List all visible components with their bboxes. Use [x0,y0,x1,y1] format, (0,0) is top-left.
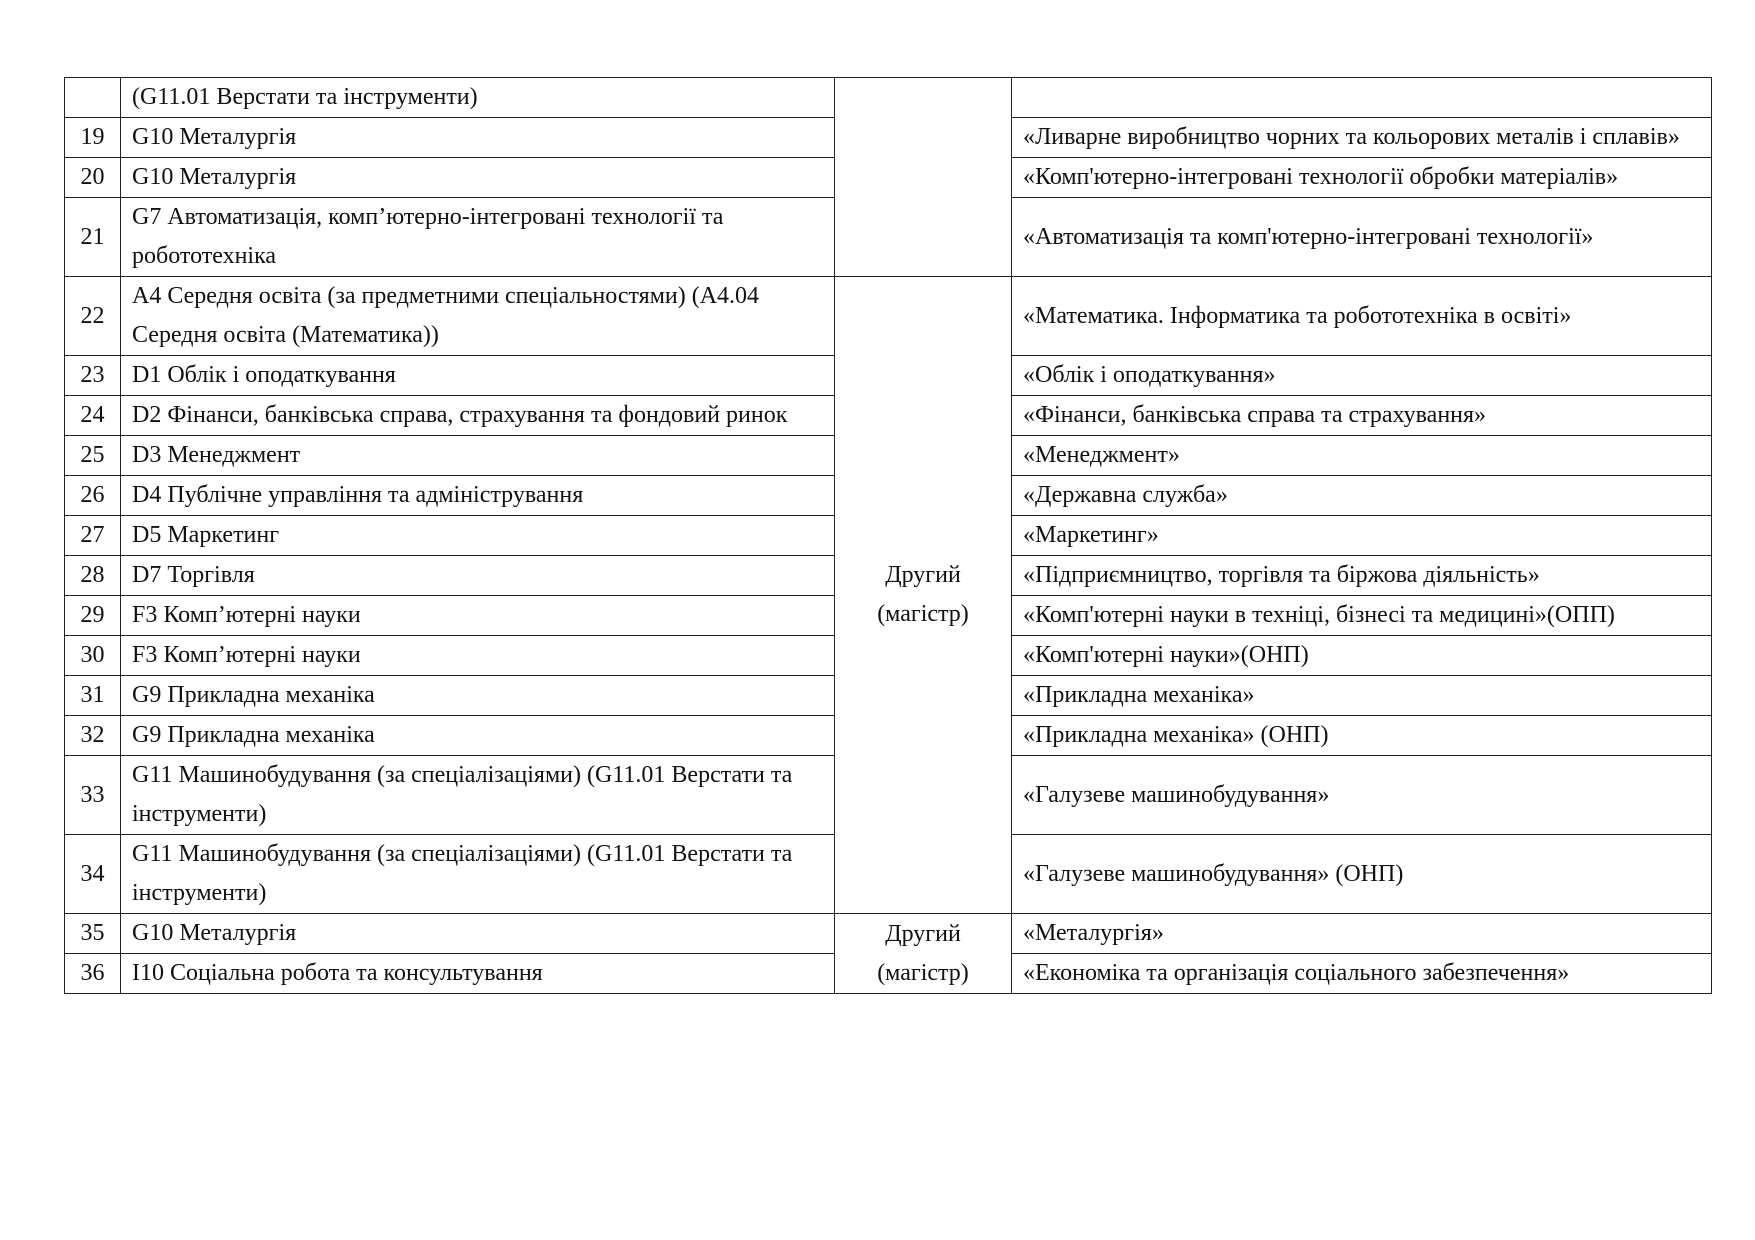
row-number [65,78,121,118]
specialty-cell: I10 Соціальна робота та консультування [121,954,835,994]
program-cell: «Комп'ютерні науки»(ОНП) [1012,636,1712,676]
table-row [65,78,1712,118]
program-cell: «Менеджмент» [1012,436,1712,476]
specialty-cell: F3 Комп’ютерні науки [121,636,835,676]
row-number: 24 [65,396,121,436]
program-cell: «Облік і оподаткування» [1012,356,1712,396]
row-number: 36 [65,954,121,994]
specialty-cell: A4 Середня освіта (за предметними спеціальностями) (A4.04 Середня освіта (Математика)) [121,277,835,356]
specialty-cell: G10 Металургія [121,158,835,198]
specialty-cell: (G11.01 Верстати та інструменти) [121,78,835,118]
specialty-cell: D5 Маркетинг [121,516,835,556]
specialty-cell: F3 Комп’ютерні науки [121,596,835,636]
degree-cell: Другий (магістр) [835,277,1012,914]
row-number: 34 [65,835,121,914]
specialty-cell: G11 Машинобудування (за спеціалізаціями) (G11.01 Верстати та інструменти) [121,756,835,835]
specialty-cell: G10 Металургія [121,118,835,158]
program-cell: «Економіка та організація соціального забезпечення» [1012,954,1712,994]
degree-cell [835,78,1012,277]
row-number: 29 [65,596,121,636]
program-cell: «Прикладна механіка» [1012,676,1712,716]
program-cell: «Галузеве машинобудування» (ОНП) [1012,835,1712,914]
row-number: 31 [65,676,121,716]
program-cell: «Комп'ютерно-інтегровані технології обробки матеріалів» [1012,158,1712,198]
specialty-cell: G7 Автоматизація, комп’ютерно-інтегровані технології та робототехніка [121,198,835,277]
specialty-cell: D7 Торгівля [121,556,835,596]
program-cell [1012,78,1712,118]
row-number: 35 [65,914,121,954]
program-cell: «Маркетинг» [1012,516,1712,556]
row-number: 19 [65,118,121,158]
program-cell: «Державна служба» [1012,476,1712,516]
program-cell: «Фінанси, банківська справа та страхування» [1012,396,1712,436]
specialty-cell: G9 Прикладна механіка [121,676,835,716]
specialties-table [64,77,1712,994]
table-row [65,914,1712,954]
program-cell: «Автоматизація та комп'ютерно-інтегровані технології» [1012,198,1712,277]
specialty-cell: D1 Облік і оподаткування [121,356,835,396]
row-number: 32 [65,716,121,756]
degree-cell: Другий (магістр) [835,914,1012,994]
program-cell: «Галузеве машинобудування» [1012,756,1712,835]
row-number: 21 [65,198,121,277]
row-number: 23 [65,356,121,396]
row-number: 33 [65,756,121,835]
program-cell: «Прикладна механіка» (ОНП) [1012,716,1712,756]
specialty-cell: D4 Публічне управління та адміністрування [121,476,835,516]
row-number: 20 [65,158,121,198]
specialty-cell: D3 Менеджмент [121,436,835,476]
row-number: 30 [65,636,121,676]
specialty-cell: G10 Металургія [121,914,835,954]
row-number: 28 [65,556,121,596]
specialty-cell: G9 Прикладна механіка [121,716,835,756]
table-row [65,277,1712,356]
row-number: 27 [65,516,121,556]
row-number: 25 [65,436,121,476]
row-number: 22 [65,277,121,356]
program-cell: «Математика. Інформатика та робототехніка в освіті» [1012,277,1712,356]
program-cell: «Металургія» [1012,914,1712,954]
program-cell: «Ливарне виробництво чорних та кольорових металів і сплавів» [1012,118,1712,158]
table-body [65,78,1712,994]
program-cell: «Підприємництво, торгівля та біржова діяльність» [1012,556,1712,596]
row-number: 26 [65,476,121,516]
specialty-cell: D2 Фінанси, банківська справа, страхування та фондовий ринок [121,396,835,436]
program-cell: «Комп'ютерні науки в техніці, бізнесі та медицині»(ОПП) [1012,596,1712,636]
specialty-cell: G11 Машинобудування (за спеціалізаціями) (G11.01 Верстати та інструменти) [121,835,835,914]
